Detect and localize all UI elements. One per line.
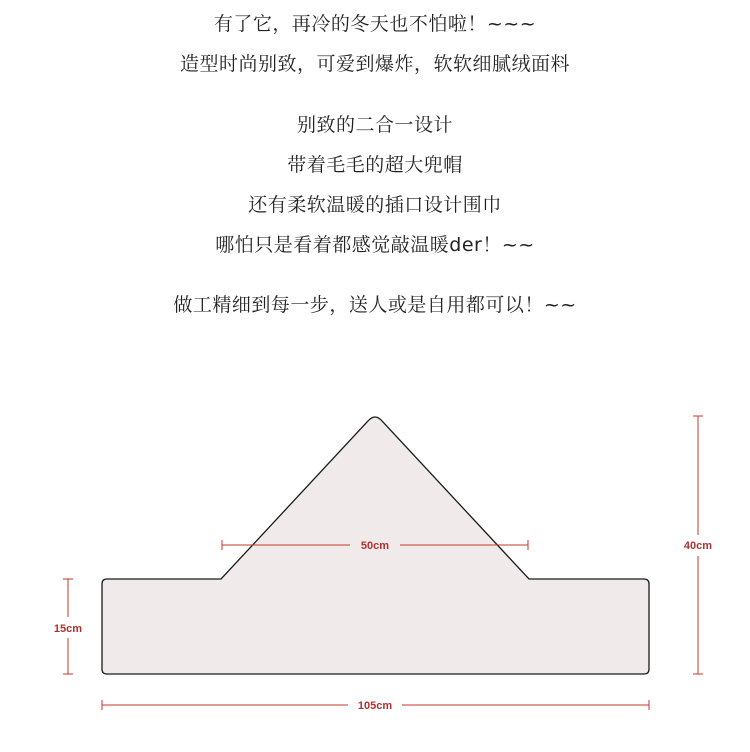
scarf-height-label: 15cm (53, 623, 83, 635)
total-height-label: 40cm (683, 540, 713, 552)
feature-line-2: 带着毛毛的超大兜帽 (287, 154, 463, 176)
intro-line-2: 造型时尚别致，可爱到爆炸，软软细腻绒面料 (179, 53, 570, 75)
total-length-label: 105cm (357, 700, 393, 712)
feature-line-1: 别致的二合一设计 (296, 114, 453, 136)
feature-line-4: 哪怕只是看着都感觉敲温暖der！~~ (215, 234, 535, 256)
total-height-dimension (684, 416, 712, 674)
feature-line-3: 还有柔软温暖的插口设计围巾 (248, 194, 502, 216)
hood-width-label: 50cm (360, 540, 390, 552)
scarf-height-dimension (54, 579, 82, 674)
total-length-dimension (102, 700, 649, 712)
closing-line-1: 做工精细到每一步，送人或是自用都可以！~~ (173, 294, 577, 316)
intro-line-1: 有了它，再冷的冬天也不怕啦！~~~ (213, 13, 537, 35)
